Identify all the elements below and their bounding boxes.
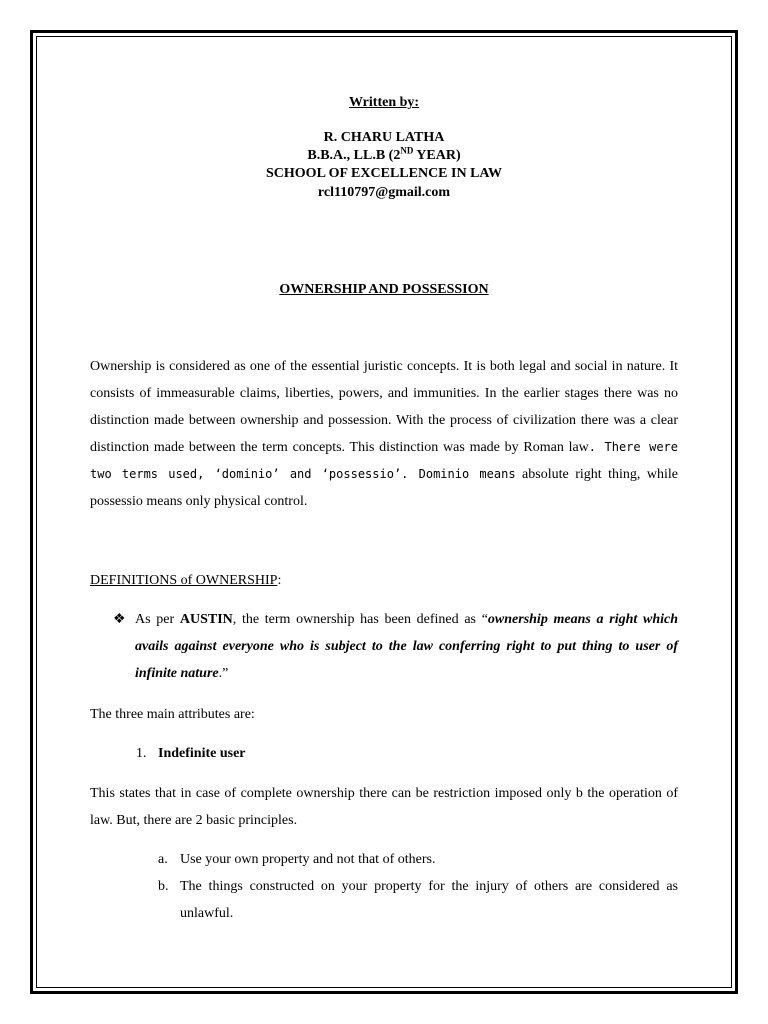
written-by-label: Written by:: [348, 95, 420, 110]
intro-paragraph: [90, 353, 678, 515]
attribute-item-1-text: This states that in case of complete ownership there can be restriction imposed only b the operation of law. But, there are 2 basic principles.: [90, 786, 678, 828]
attribute-item-1: 1. Indefinite user: [136, 746, 246, 761]
author-email: rcl110797@gmail.com: [317, 185, 451, 200]
austin-definition: As per AUSTIN, the term ownership has been defined as “ownership means a right which avails against everyone who is subject to the law conferring right to put thing to user of infinite nature.”: [135, 612, 678, 681]
intro-text: Ownership is considered as one of the essential juristic concepts. It is both legal and social in nature. It consists of immeasurable claims, liberties, powers, and immunities. In the earlier stages there was no distinction made between ownership and possession. With the process of civilization there was a clear distinction made between the term concepts. This distinction was made by Roman law: [90, 359, 678, 455]
principle-a-label: a.: [158, 852, 168, 867]
document-title: OWNERSHIP AND POSSESSION: [279, 282, 489, 297]
diamond-bullet-icon: ❖: [113, 612, 126, 627]
intro-text-mono: . There were two terms used, ‘dominio’ and ‘possessio’. Dominio means: [90, 440, 678, 481]
attributes-intro: The three main attributes are:: [90, 707, 255, 722]
definitions-heading: DEFINITIONS of OWNERSHIP:: [90, 573, 282, 588]
intro-text-end: absolute right thing, while possessio means only physical control.: [90, 467, 679, 509]
author-school: SCHOOL OF EXCELLENCE IN LAW: [266, 166, 502, 181]
principle-a-text: Use your own property and not that of others.: [180, 852, 436, 867]
author-degree: B.B.A., LL.B (2ND YEAR): [307, 145, 461, 163]
author-name: R. CHARU LATHA: [323, 130, 445, 145]
principle-b-text: The things constructed on your property for the injury of others are considered as unlawful.: [180, 879, 678, 921]
principle-b-label: b.: [158, 879, 169, 894]
